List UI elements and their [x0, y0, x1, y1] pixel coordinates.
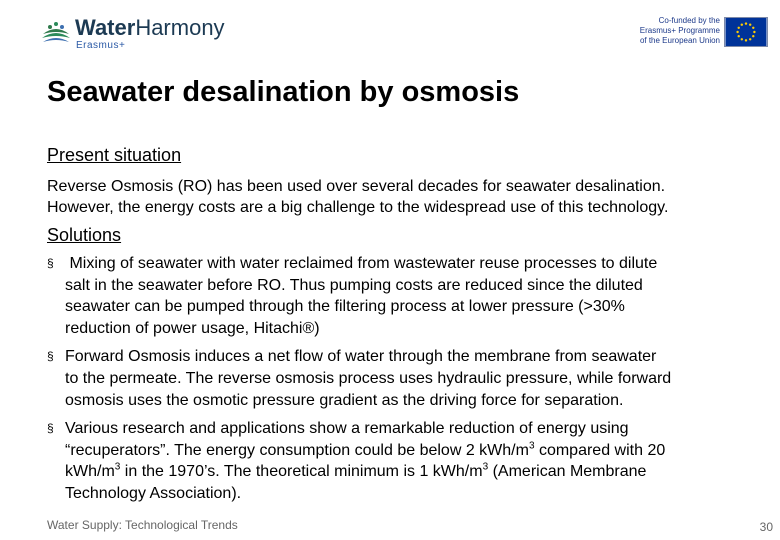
slide-title: Seawater desalination by osmosis — [47, 76, 520, 108]
bullet-text: (American Membrane — [488, 463, 647, 481]
eu-text-line: of the European Union — [639, 36, 720, 45]
water-drops-logo-icon — [40, 18, 72, 48]
logo-erasmus-text: Erasmus+ — [76, 40, 126, 51]
bullet-line — [65, 461, 767, 483]
list-item — [47, 418, 767, 504]
bullet-text: in the 1970’s. The theoretical minimum is 1 kWh/m — [120, 463, 483, 481]
bullet-marker-icon: § — [47, 421, 54, 436]
eu-text-line: Erasmus+ Programme — [639, 26, 720, 35]
list-item — [47, 346, 767, 411]
bullet-line: seawater can be pumped through the filtering process at lower pressure (>30% — [65, 298, 625, 316]
bullet-text: compared with 20 — [534, 441, 666, 459]
bullet-line: salt in the seawater before RO. Thus pumping costs are reduced since the diluted — [65, 276, 643, 294]
solutions-list — [47, 253, 767, 512]
superscript: 3 — [114, 462, 121, 474]
eu-flag-icon — [724, 17, 768, 47]
bullet-line: Various research and applications show a remarkable reduction of energy using — [65, 420, 629, 438]
eu-cofunded-text — [612, 16, 720, 46]
solutions-heading: Solutions — [47, 225, 122, 245]
bullet-line: Forward Osmosis induces a net flow of water through the membrane from seawater — [65, 348, 657, 366]
paragraph-line: Reverse Osmosis (RO) has been used over several decades for seawater desalination. — [47, 178, 666, 195]
bullet-text: “recuperators”. The energy consumption could be below 2 kWh/m — [65, 441, 529, 459]
bullet-text: kWh/m — [65, 463, 115, 481]
bullet-line: osmosis uses the osmotic pressure gradient as the driving force for separation. — [65, 391, 624, 409]
bullet-marker-icon: § — [47, 256, 54, 270]
eu-text-line: Co-funded by the — [658, 16, 720, 25]
bullet-line: to the permeate. The reverse osmosis process uses hydraulic pressure, while forward — [65, 369, 672, 387]
footer-text: Water Supply: Technological Trends — [47, 518, 238, 532]
logo-brand-text: WaterHarmony — [75, 15, 225, 40]
bullet-line: reduction of power usage, Hitachi®) — [65, 319, 320, 337]
page-number: 30 — [759, 520, 773, 534]
present-situation-heading: Present situation — [47, 145, 182, 165]
water-harmony-logo — [40, 16, 240, 50]
present-situation-text — [47, 176, 767, 218]
eu-cofunded-logo — [612, 16, 772, 48]
bullet-marker-icon: § — [47, 349, 54, 364]
list-item — [47, 253, 767, 339]
paragraph-line: However, the energy costs are a big challenge to the widespread use of this technology. — [47, 199, 669, 216]
superscript: 3 — [528, 440, 535, 452]
bullet-line: Technology Association). — [65, 484, 242, 502]
bullet-line: Mixing of seawater with water reclaimed from wastewater reuse processes to dilute — [65, 255, 658, 272]
superscript: 3 — [482, 462, 489, 474]
bullet-line — [65, 440, 767, 462]
